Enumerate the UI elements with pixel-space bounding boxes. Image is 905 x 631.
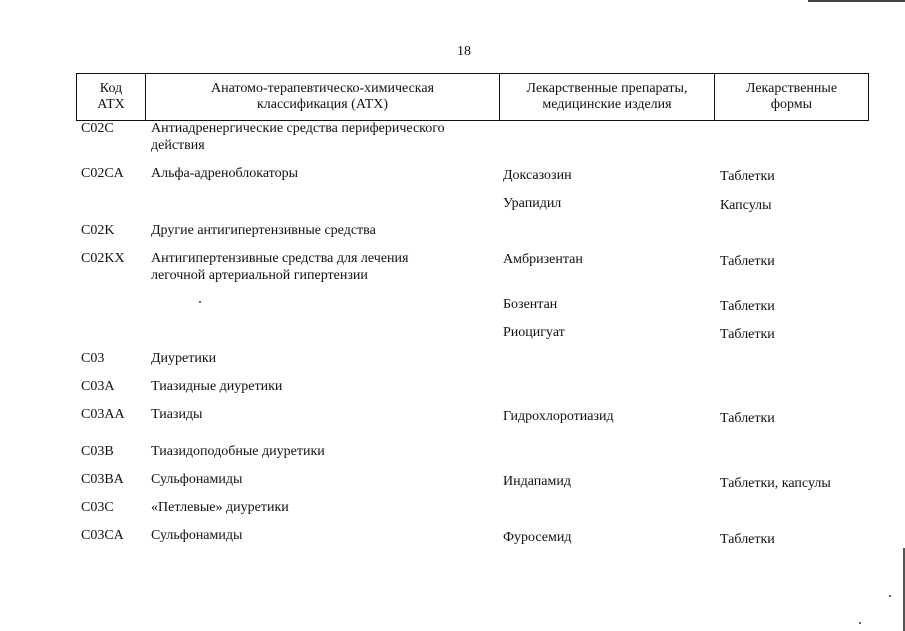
atc-classification: Альфа-адреноблокаторы <box>151 166 299 181</box>
atc-code: C02KX <box>81 251 125 266</box>
atc-code: C03A <box>81 379 115 394</box>
atc-classification: Антигипертензивные средства для лечения легочной артериальной гипертензии <box>151 251 409 283</box>
atc-code: C03B <box>81 444 114 459</box>
dosage-form: Капсулы <box>720 198 772 213</box>
dosage-form: Таблетки <box>720 411 775 426</box>
scan-speck <box>199 301 201 303</box>
atc-code: C02K <box>81 223 115 238</box>
scan-speck <box>859 622 861 624</box>
atc-code: C03AA <box>81 407 125 422</box>
drug-name: Гидрохлоротиазид <box>503 409 614 424</box>
atc-classification: Сульфонамиды <box>151 472 243 487</box>
dosage-form: Таблетки <box>720 532 775 547</box>
atc-classification: Сульфонамиды <box>151 528 243 543</box>
atc-code: C02CA <box>81 166 124 181</box>
atc-classification: Другие антигипертензивные средства <box>151 223 376 238</box>
drug-name: Фуросемид <box>503 530 572 545</box>
atc-code: C03CA <box>81 528 124 543</box>
atc-classification: Тиазидные диуретики <box>151 379 283 394</box>
scan-speck <box>889 595 891 597</box>
dosage-form: Таблетки <box>720 254 775 269</box>
drug-name: Индапамид <box>503 474 571 489</box>
atc-code: C02C <box>81 121 114 136</box>
atc-code: C03C <box>81 500 114 515</box>
atc-classification: Антиадренергические средства периферического действия <box>151 121 445 153</box>
drug-name: Урапидил <box>503 196 562 211</box>
scan-edge-line <box>808 0 905 2</box>
dosage-form: Таблетки <box>720 327 775 342</box>
drug-name: Бозентан <box>503 297 558 312</box>
drug-name: Амбризентан <box>503 252 583 267</box>
table-header <box>76 73 869 121</box>
atc-classification: Тиазидоподобные диуретики <box>151 444 325 459</box>
header-preparations: Лекарственные препараты, медицинские изделия <box>499 74 714 120</box>
dosage-form: Таблетки, капсулы <box>720 476 831 491</box>
header-code: Код АТХ <box>97 81 125 112</box>
atc-classification: Тиазиды <box>151 407 203 422</box>
header-forms: Лекарственные формы <box>714 74 868 120</box>
drug-name: Риоцигуат <box>503 325 565 340</box>
page-number: 18 <box>457 44 471 59</box>
drug-name: Доксазозин <box>503 168 572 183</box>
atc-code: C03 <box>81 351 105 366</box>
dosage-form: Таблетки <box>720 299 775 314</box>
header-classification: Анатомо-терапевтическо-химическая классификация (АТХ) <box>145 74 499 120</box>
atc-classification: «Петлевые» диуретики <box>151 500 289 515</box>
atc-code: C03BA <box>81 472 124 487</box>
atc-classification: Диуретики <box>151 351 217 366</box>
dosage-form: Таблетки <box>720 169 775 184</box>
